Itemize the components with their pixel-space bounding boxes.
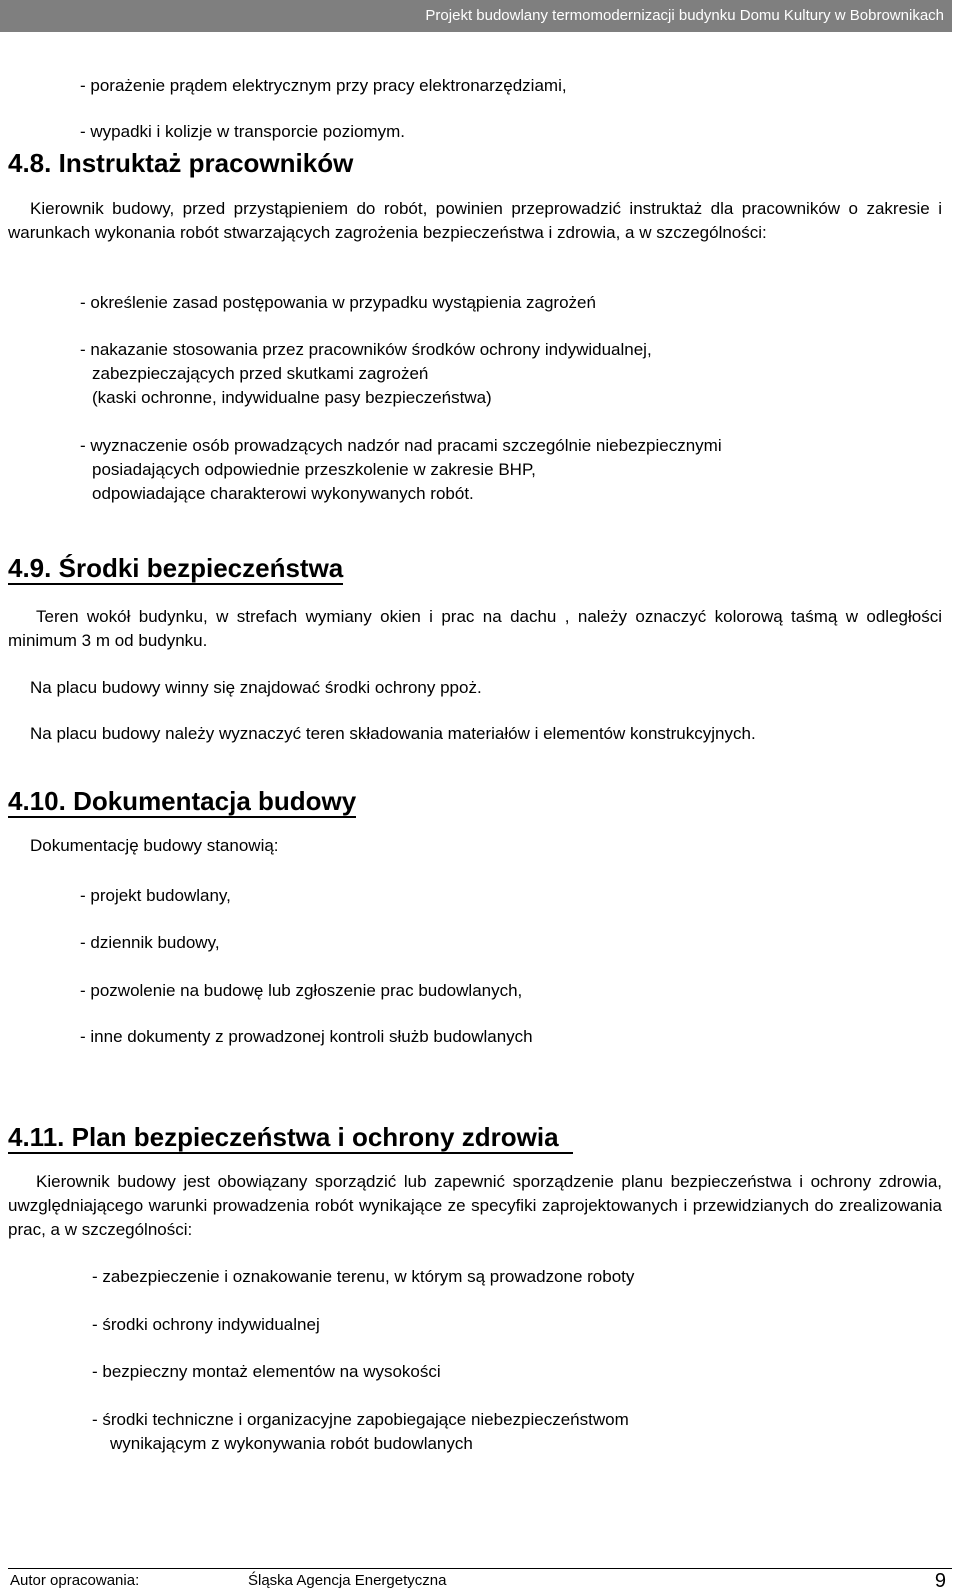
page-number: 9 [934,1570,946,1592]
paragraph: Kierownik budowy, przed przystąpieniem do robót, powinien przeprowadzić instruktaż dla pracowników o zakresie i warunkach wykonania robót stwarzających zagrożenia bezpieczeństwa i zdrowia, a w szczególności: [8,199,942,242]
section-heading-4-10 [8,786,356,818]
section-number: 4.10. [8,786,66,816]
section-heading-4-11 [8,1122,573,1154]
list-item: - określenie zasad postępowania w przypadku wystąpienia zagrożeń [80,293,596,312]
list-item-line: odpowiadające charakterowi wykonywanych robót. [92,484,474,503]
list-item [92,1408,629,1456]
paragraph: Teren wokół budynku, w strefach wymiany okien i prac na dachu , należy oznaczyć kolorową taśmą w odległości minimum 3 m od budynku. [8,607,942,650]
list-item: - wypadki i kolizje w transporcie poziomym. [80,122,405,141]
list-item-line: - środki techniczne i organizacyjne zapobiegające niebezpieczeństwom [92,1410,629,1429]
section-heading-4-9 [8,553,343,585]
list-item: - pozwolenie na budowę lub zgłoszenie prac budowlanych, [80,981,523,1000]
list-item [80,338,652,410]
list-item-line: - nakazanie stosowania przez pracowników środków ochrony indywidualnej, [80,340,652,359]
footer-author-label: Autor opracowania: [10,1572,140,1589]
list-item-line: zabezpieczających przed skutkami zagrożeń [92,364,429,383]
paragraph: Na placu budowy należy wyznaczyć teren składowania materiałów i elementów konstrukcyjnych. [30,724,756,743]
list-item-line: (kaski ochronne, indywidualne pasy bezpieczeństwa) [92,388,492,407]
section-number: 4.11. [8,1122,65,1152]
paragraph: Kierownik budowy jest obowiązany sporządzić lub zapewnić sporządzenie planu bezpieczeństwa i ochrony zdrowia, uwzględniającego warunki prowadzenia robót wynikające ze specyfiki zaprojektowanych i przewidzianych do zrealizowania prac, a w szczególności: [8,1172,942,1239]
list-item: - bezpieczny montaż elementów na wysokości [92,1362,441,1381]
section-title: Dokumentacja budowy [73,786,357,816]
list-item: - porażenie prądem elektrycznym przy pracy elektronarzędziami, [80,76,567,95]
section-heading-4-8 [8,148,353,178]
footer-divider [8,1568,952,1569]
section-number: 4.9. [8,553,52,583]
running-header: Projekt budowlany termomodernizacji budynku Domu Kultury w Bobrownikach [0,0,952,32]
section-title: Plan bezpieczeństwa i ochrony zdrowia [71,1122,559,1152]
list-item: - projekt budowlany, [80,886,231,905]
list-item [80,434,722,506]
list-item-line: wynikającym z wykonywania robót budowlanych [110,1434,473,1453]
paragraph: Dokumentację budowy stanowią: [30,836,279,855]
list-item: - zabezpieczenie i oznakowanie terenu, w którym są prowadzone roboty [92,1267,635,1286]
section-number: 4.8. [8,148,52,178]
list-item: - środki ochrony indywidualnej [92,1315,320,1334]
list-item: - inne dokumenty z prowadzonej kontroli służb budowlanych [80,1027,533,1046]
footer-author: Śląska Agencja Energetyczna [248,1572,447,1589]
section-title: Instruktaż pracowników [58,148,354,178]
list-item-line: - wyznaczenie osób prowadzących nadzór nad pracami szczególnie niebezpiecznymi [80,436,722,455]
list-item: - dziennik budowy, [80,933,220,952]
section-title: Środki bezpieczeństwa [58,553,344,583]
paragraph: Na placu budowy winny się znajdować środki ochrony ppoż. [30,678,482,697]
list-item-line: posiadających odpowiednie przeszkolenie w zakresie BHP, [92,460,536,479]
